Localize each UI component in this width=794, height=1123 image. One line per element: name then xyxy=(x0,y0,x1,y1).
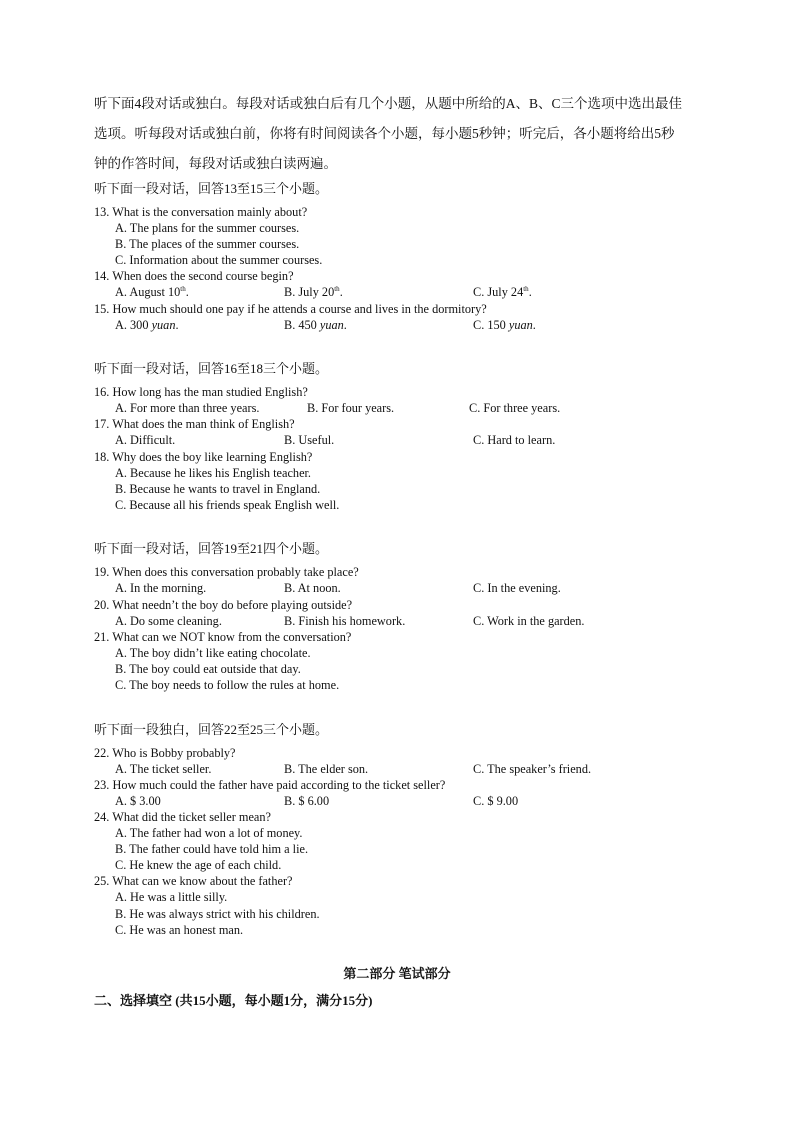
option-13b: B. The places of the summer courses. xyxy=(115,237,300,251)
option-18b: B. Because he wants to travel in England. xyxy=(115,482,321,496)
listening-instructions xyxy=(94,89,704,179)
option-15a: A. 300 yuan. xyxy=(115,318,179,332)
question-20: 20. What needn’t the boy do before playing outside? xyxy=(94,598,353,612)
option-15b: B. 450 yuan. xyxy=(284,318,347,332)
option-24b: B. The father could have told him a lie. xyxy=(115,842,309,856)
instructions-line-2: 选项。听每段对话或独白前，你将有时间阅读各个小题，每小题5秒钟；听完后，各小题将给出5秒 xyxy=(94,126,675,141)
option-23c: C. $ 9.00 xyxy=(473,794,519,808)
section-header: 听下面一段对话，回答16至18三个小题。 xyxy=(94,361,329,376)
option-19b: B. At noon. xyxy=(284,581,341,595)
question-14: 14. When does the second course begin? xyxy=(94,269,294,283)
option-16b: B. For four years. xyxy=(307,401,395,415)
option-25a: A. He was a little silly. xyxy=(115,890,228,904)
option-16a: A. For more than three years. xyxy=(115,401,260,415)
option-20c: C. Work in the garden. xyxy=(473,614,585,628)
part-two-heading: 第二部分 笔试部分 xyxy=(343,966,451,981)
option-23a: A. $ 3.00 xyxy=(115,794,161,808)
question-16: 16. How long has the man studied English? xyxy=(94,385,308,399)
option-21b: B. The boy could eat outside that day. xyxy=(115,662,301,676)
option-20a: A. Do some cleaning. xyxy=(115,614,222,628)
section-header: 听下面一段对话，回答19至21四个小题。 xyxy=(94,541,329,556)
option-14c: C. July 24th. xyxy=(473,285,532,299)
question-25: 25. What can we know about the father? xyxy=(94,874,293,888)
option-18c: C. Because all his friends speak English well. xyxy=(115,498,340,512)
option-16c: C. For three years. xyxy=(469,401,561,415)
section-two-heading: 二、选择填空 (共15小题，每小题1分，满分15分) xyxy=(94,993,373,1008)
question-13: 13. What is the conversation mainly about? xyxy=(94,205,308,219)
option-22b: B. The elder son. xyxy=(284,762,369,776)
option-19a: A. In the morning. xyxy=(115,581,207,595)
section-header: 听下面一段对话，回答13至15三个小题。 xyxy=(94,181,329,196)
option-17a: A. Difficult. xyxy=(115,433,176,447)
option-18a: A. Because he likes his English teacher. xyxy=(115,466,312,480)
question-22: 22. Who is Bobby probably? xyxy=(94,746,236,760)
option-22a: A. The ticket seller. xyxy=(115,762,212,776)
question-24: 24. What did the ticket seller mean? xyxy=(94,810,271,824)
question-23: 23. How much could the father have paid according to the ticket seller? xyxy=(94,778,446,792)
option-21a: A. The boy didn’t like eating chocolate. xyxy=(115,646,311,660)
option-19c: C. In the evening. xyxy=(473,581,561,595)
option-14b: B. July 20th. xyxy=(284,285,343,299)
instructions-line-1: 听下面4段对话或独白。每段对话或独白后有几个小题，从题中所给的A、B、C三个选项中选出最佳 xyxy=(94,96,683,111)
option-24a: A. The father had won a lot of money. xyxy=(115,826,303,840)
option-17b: B. Useful. xyxy=(284,433,335,447)
question-17: 17. What does the man think of English? xyxy=(94,417,295,431)
question-18: 18. Why does the boy like learning English? xyxy=(94,450,313,464)
option-22c: C. The speaker’s friend. xyxy=(473,762,592,776)
option-20b: B. Finish his homework. xyxy=(284,614,406,628)
option-13c: C. Information about the summer courses. xyxy=(115,253,323,267)
section-header: 听下面一段独白，回答22至25三个小题。 xyxy=(94,722,329,737)
option-17c: C. Hard to learn. xyxy=(473,433,556,447)
option-24c: C. He knew the age of each child. xyxy=(115,858,282,872)
option-23b: B. $ 6.00 xyxy=(284,794,330,808)
option-13a: A. The plans for the summer courses. xyxy=(115,221,300,235)
option-15c: C. 150 yuan. xyxy=(473,318,536,332)
option-25c: C. He was an honest man. xyxy=(115,923,244,937)
question-19: 19. When does this conversation probably take place? xyxy=(94,565,359,579)
option-21c: C. The boy needs to follow the rules at home. xyxy=(115,678,340,692)
question-21: 21. What can we NOT know from the conversation? xyxy=(94,630,352,644)
option-25b: B. He was always strict with his children. xyxy=(115,907,320,921)
instructions-line-3: 钟的作答时间，每段对话或独白读两遍。 xyxy=(94,156,337,171)
question-15: 15. How much should one pay if he attends a course and lives in the dormitory? xyxy=(94,302,487,316)
option-14a: A. August 10th. xyxy=(115,285,189,299)
